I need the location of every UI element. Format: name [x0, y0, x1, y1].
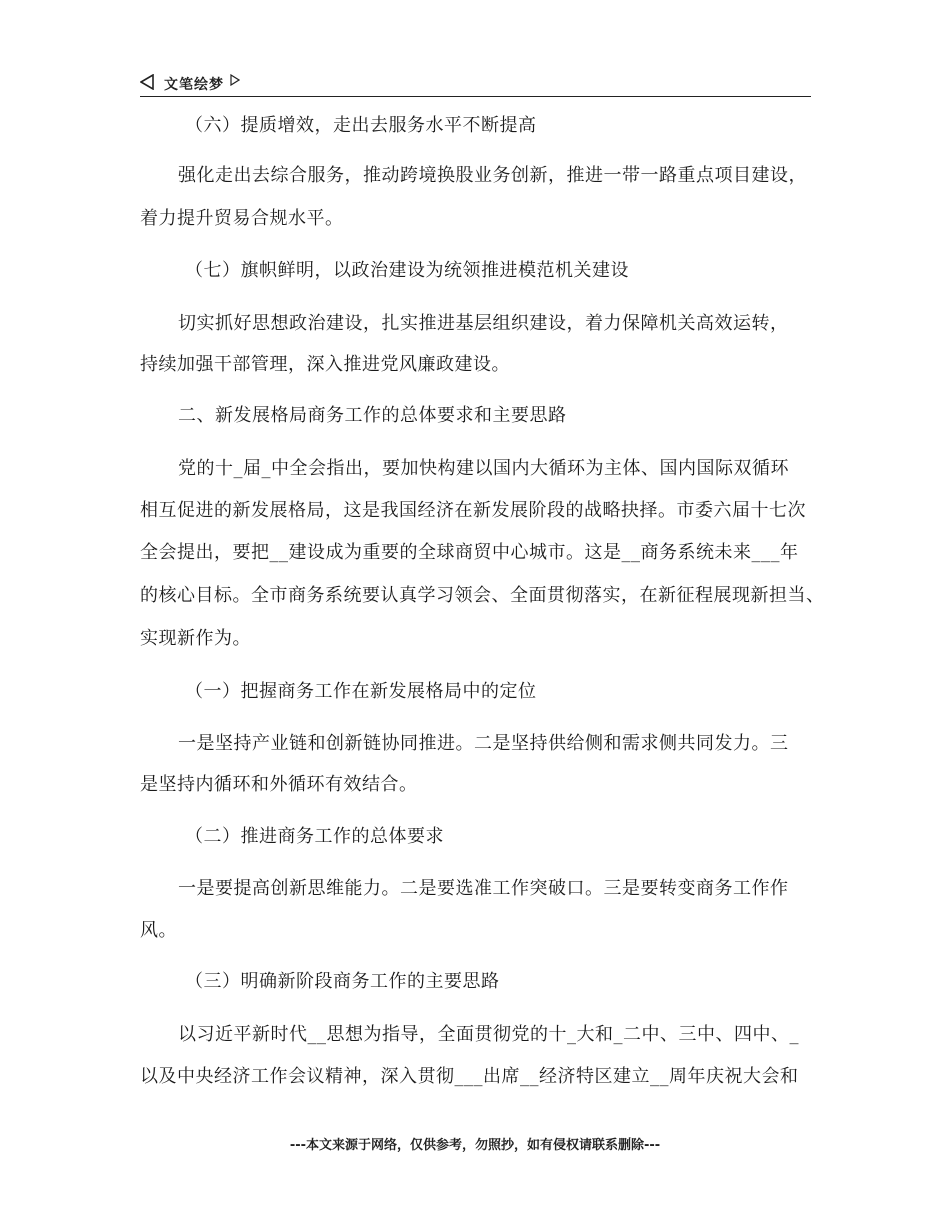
page-footer-disclaimer: ---本文来源于网络，仅供参考，勿照抄，如有侵权请联系删除--- — [289, 1138, 661, 1153]
section-heading: 二、新发展格局商务工作的总体要求和主要思路 — [178, 405, 567, 426]
triangle-right-icon — [230, 74, 240, 86]
paragraph-line: 实现新作为。 — [140, 628, 251, 649]
paragraph-line: 切实抓好思想政治建设，扎实推进基层组织建设，着力保障机关高效运转， — [178, 313, 789, 334]
paragraph-line: 全会提出，要把__建设成为重要的全球商贸中心城市。这是__商务系统未来___年 — [140, 542, 799, 563]
paragraph-line: 一是坚持产业链和创新链协同推进。二是坚持供给侧和需求侧共同发力。三 — [178, 733, 789, 754]
header-brand: 文笔绘梦 — [164, 77, 224, 93]
paragraph-line: 的核心目标。全市商务系统要认真学习领会、全面贯彻落实，在新征程展现新担当、 — [140, 585, 825, 606]
section-heading: （一）把握商务工作在新发展格局中的定位 — [185, 681, 537, 702]
section-heading: （三）明确新阶段商务工作的主要思路 — [185, 971, 500, 992]
section-heading: （二）推进商务工作的总体要求 — [185, 826, 444, 847]
section-heading: （六）提质增效，走出去服务水平不断提高 — [185, 115, 537, 136]
paragraph-line: 党的十_届_中全会指出，要加快构建以国内大循环为主体、国内国际双循环 — [178, 458, 789, 479]
section-heading: （七）旗帜鲜明，以政治建设为统领推进模范机关建设 — [185, 260, 629, 281]
paragraph-line: 风。 — [140, 920, 177, 941]
triangle-left-icon — [140, 74, 154, 90]
paragraph-line: 以习近平新时代__思想为指导，全面贯彻党的十_大和_二中、三中、四中、_ — [178, 1024, 799, 1045]
paragraph-line: 相互促进的新发展格局，这是我国经济在新发展阶段的战略抉择。市委六届十七次 — [140, 500, 806, 521]
paragraph-line: 持续加强干部管理，深入推进党风廉政建设。 — [140, 354, 510, 375]
paragraph-line: 着力提升贸易合规水平。 — [140, 208, 344, 229]
paragraph-line: 是坚持内循环和外循环有效结合。 — [140, 774, 418, 795]
paragraph-line: 以及中央经济工作会议精神，深入贯彻___出席__经济特区建立__周年庆祝大会和 — [140, 1066, 799, 1087]
paragraph-line: 强化走出去综合服务，推动跨境换股业务创新，推进一带一路重点项目建设， — [178, 165, 807, 186]
paragraph-line: 一是要提高创新思维能力。二是要选准工作突破口。三是要转变商务工作作 — [178, 878, 789, 899]
page-header — [140, 72, 811, 97]
